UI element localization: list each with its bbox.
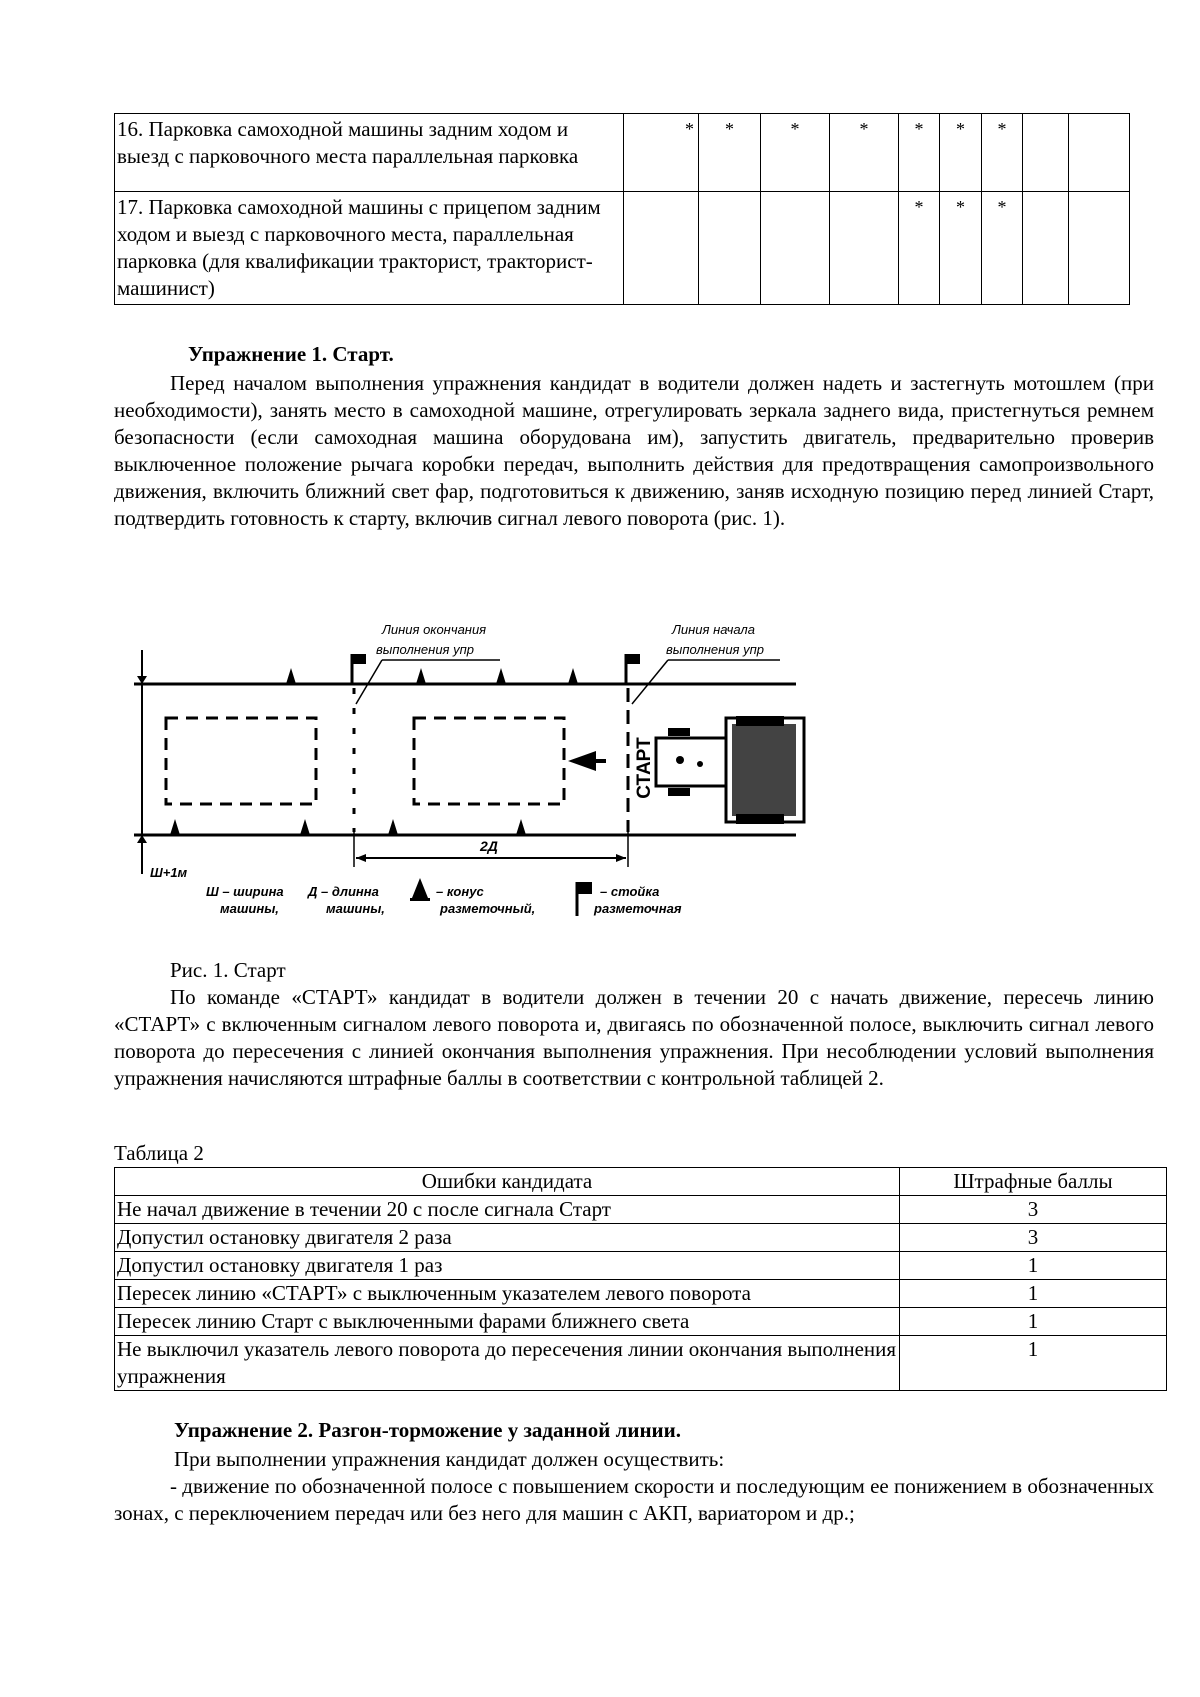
cone-icon (416, 668, 426, 684)
exercise1-heading: Упражнение 1. Старт. (188, 342, 394, 366)
cone-icon (410, 878, 430, 901)
points-cell: 1 (900, 1336, 1167, 1391)
exercise-name-cell: 16. Парковка самоходной машины задним ходом и выезд с парковочного места параллельная парковка (115, 114, 624, 192)
column-header-points: Штрафные баллы (900, 1168, 1167, 1196)
mark-cell: * (624, 114, 699, 192)
legend (206, 878, 682, 916)
legend-width-sub: машины, (220, 901, 279, 916)
exercise2-intro: При выполнении упражнения кандидат должен осуществить: (174, 1447, 725, 1471)
error-cell: Пересек линию «СТАРТ» с выключенным указателем левого поворота (115, 1280, 900, 1308)
table-row (115, 1280, 1167, 1308)
legend-length-term: Д – длинна (308, 884, 379, 899)
exercise-name-cell: 17. Парковка самоходной машины с прицепом задним ходом и выезд с парковочного места, параллельная парковка (для квалификации тракторист, тракторист- машинист) (115, 192, 624, 305)
legend-cone-term: – конус (436, 884, 484, 899)
legend-post-term: – стойка (600, 884, 660, 899)
points-cell: 1 (900, 1308, 1167, 1336)
marker-post-icon (352, 654, 366, 684)
start-label: СТАРТ (634, 737, 655, 799)
mark-cell (1069, 114, 1130, 192)
table-row (115, 1308, 1167, 1336)
width-label: Ш+1м (150, 865, 188, 880)
table-row (115, 1336, 1167, 1391)
error-cell: Не начал движение в течении 20 с после сигнала Старт (115, 1196, 900, 1224)
cone-icon (388, 819, 398, 835)
zone-middle (414, 718, 564, 804)
cone-icon (568, 668, 578, 684)
table-row (115, 192, 1130, 305)
points-cell: 1 (900, 1252, 1167, 1280)
mark-cell (830, 192, 899, 305)
legend-cone-sub: разметочный, (440, 901, 536, 916)
end-line-label: Линия окончания выполнения упр (376, 622, 487, 657)
exercise2-item: - движение по обозначенной полосе с повышением скорости и последующим ее понижением в обозначенных зонах, с переключением передач или без него для машин с АКП, вариатором и др.; (114, 1474, 1154, 1525)
table-row (115, 1224, 1167, 1252)
error-cell: Не выключил указатель левого поворота до пересечения линии окончания выполнения упражнения (115, 1336, 900, 1391)
direction-arrow-icon (568, 751, 606, 771)
exercise1-rules-paragraph: По команде «СТАРТ» кандидат в водители должен в течении 20 с начать движение, пересечь линию «СТАРТ» с включенным сигналом левого поворота и, двигаясь по обозначенной полосе, выключить сигнал левого поворота до пересечения с линией окончания выполнения упражнения. При несоблюдении условий выполнения упражнения начисляются штрафные баллы в соответствии с контрольной таблицей 2. (114, 985, 1154, 1090)
mark-cell: * (982, 114, 1023, 192)
requirements-matrix-table (114, 113, 1130, 305)
cone-icon (286, 668, 296, 684)
exercise1-intro-paragraph: Перед началом выполнения упражнения кандидат в водители должен надеть и застегнуть мотошлем (при необходимости), занять место в самоходной машине, отрегулировать зеркала заднего вида, пристегнуться ремнем безопасности (если самоходная машина оборудована им), запустить двигатель, предварительно проверив выключенное положение рычага коробки передач, выполнить действия для предотвращения самопроизвольного движения, включить ближний свет фар, подготовиться к движению, заняв исходную позицию перед линией Старт, подтвердить готовность к старту, включив сигнал левого поворота (рис. 1). (114, 371, 1154, 530)
exercise2-heading: Упражнение 2. Разгон-торможение у заданной линии. (174, 1418, 681, 1442)
zone-left (166, 718, 316, 804)
legend-length-sub: машины, (326, 901, 385, 916)
tractor-icon (656, 716, 804, 824)
mark-cell (761, 192, 830, 305)
points-cell: 3 (900, 1224, 1167, 1252)
mark-cell (699, 192, 761, 305)
cone-icon (516, 819, 526, 835)
table-row (115, 114, 1130, 192)
mark-cell: * (761, 114, 830, 192)
mark-cell (1069, 192, 1130, 305)
penalty-table (114, 1167, 1167, 1391)
mark-cell: * (899, 192, 940, 305)
mark-cell (1023, 114, 1069, 192)
marker-post-icon (576, 882, 592, 916)
points-cell: 1 (900, 1280, 1167, 1308)
start-line-label: Линия начала выполнения упр (666, 622, 764, 657)
table-header-row (115, 1168, 1167, 1196)
table-row (115, 1196, 1167, 1224)
mark-cell: * (940, 192, 982, 305)
mark-cell: * (899, 114, 940, 192)
mark-cell: * (830, 114, 899, 192)
length-label: 2Д (480, 838, 498, 854)
table-title: Таблица 2 (114, 1141, 204, 1165)
error-cell: Пересек линию Старт с выключенными фарами ближнего света (115, 1308, 900, 1336)
mark-cell (624, 192, 699, 305)
legend-width-term: Ш – ширина (206, 884, 284, 899)
figure-caption: Рис. 1. Старт (170, 958, 286, 982)
cone-icon (300, 819, 310, 835)
table-row (115, 1252, 1167, 1280)
mark-cell: * (699, 114, 761, 192)
mark-cell (1023, 192, 1069, 305)
error-cell: Допустил остановку двигателя 1 раз (115, 1252, 900, 1280)
cone-icon (496, 668, 506, 684)
legend-post-sub: разметочная (594, 901, 682, 916)
start-exercise-diagram (120, 592, 940, 952)
mark-cell: * (982, 192, 1023, 305)
marker-post-icon (626, 654, 640, 684)
error-cell: Допустил остановку двигателя 2 раза (115, 1224, 900, 1252)
column-header-errors: Ошибки кандидата (115, 1168, 900, 1196)
points-cell: 3 (900, 1196, 1167, 1224)
mark-cell: * (940, 114, 982, 192)
cone-icon (170, 819, 180, 835)
